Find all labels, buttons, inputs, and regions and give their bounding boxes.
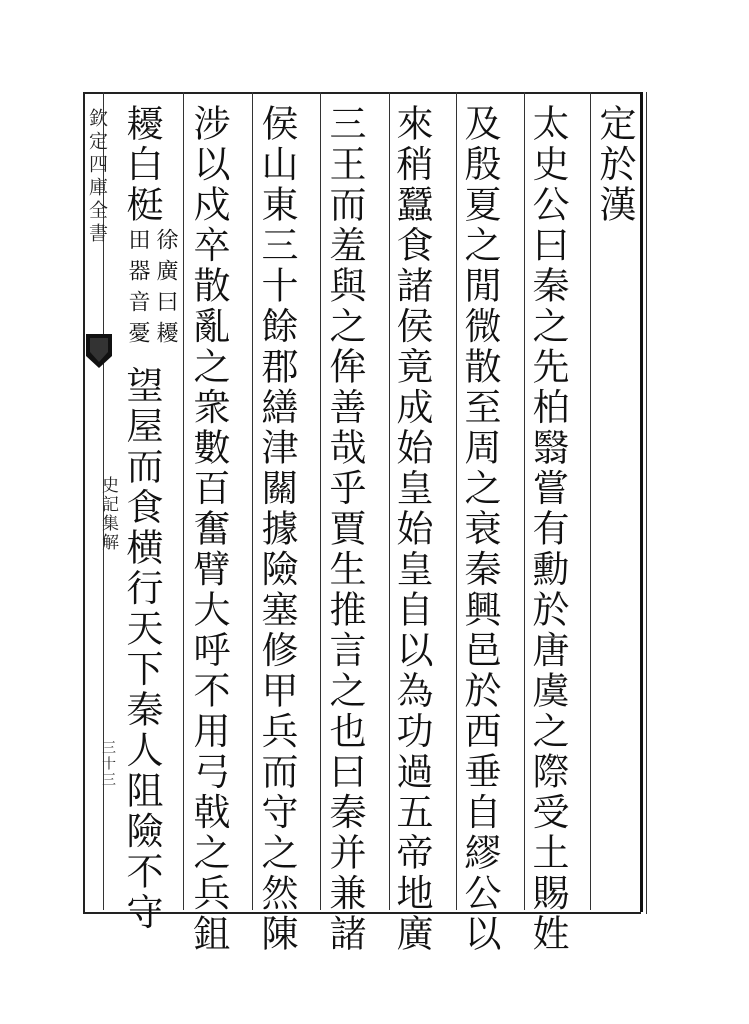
text-column-8-tail: 望屋而食横行天下秦人阻險不守 bbox=[120, 366, 163, 933]
column-rule bbox=[590, 92, 591, 910]
page-number: 三十三 bbox=[100, 740, 116, 788]
column-rule bbox=[252, 92, 253, 910]
commentary-note-right: 徐廣曰耰 bbox=[153, 228, 178, 352]
column-rule bbox=[320, 92, 321, 910]
column-rule bbox=[456, 92, 457, 910]
text-column-6: 侯山東三十餘郡繕津關據險塞修甲兵而守之然陳 bbox=[255, 104, 298, 955]
text-column-5: 三王而羞與之侔善哉乎賈生推言之也曰秦并兼諸 bbox=[323, 104, 366, 955]
text-column-2: 太史公曰秦之先柏翳嘗有勳於唐虞之際受土賜姓 bbox=[526, 104, 569, 955]
commentary-note-left: 田器音憂 bbox=[125, 228, 150, 352]
frame-right-border bbox=[640, 92, 643, 912]
frame-right-border-thin bbox=[646, 92, 647, 914]
volume-title: 史記集解 bbox=[98, 476, 118, 552]
text-column-3: 及殷夏之閒微散至周之衰秦興邑於西垂自繆公以 bbox=[458, 104, 501, 955]
column-rule bbox=[524, 92, 525, 910]
fishtail-mark bbox=[86, 332, 112, 370]
text-column-7: 涉以戍卒散亂之衆數百奮臂大呼不用弓戟之兵鉏 bbox=[187, 104, 230, 955]
text-column-1: 定於漢 bbox=[593, 104, 636, 226]
column-rule bbox=[183, 92, 184, 910]
text-column-4: 來稍蠶食諸侯竟成始皇始皇自以為功過五帝地廣 bbox=[390, 104, 433, 955]
text-column-8-head: 耰白梃 bbox=[120, 104, 163, 226]
book-title: 欽定四庫全書 bbox=[86, 108, 108, 246]
